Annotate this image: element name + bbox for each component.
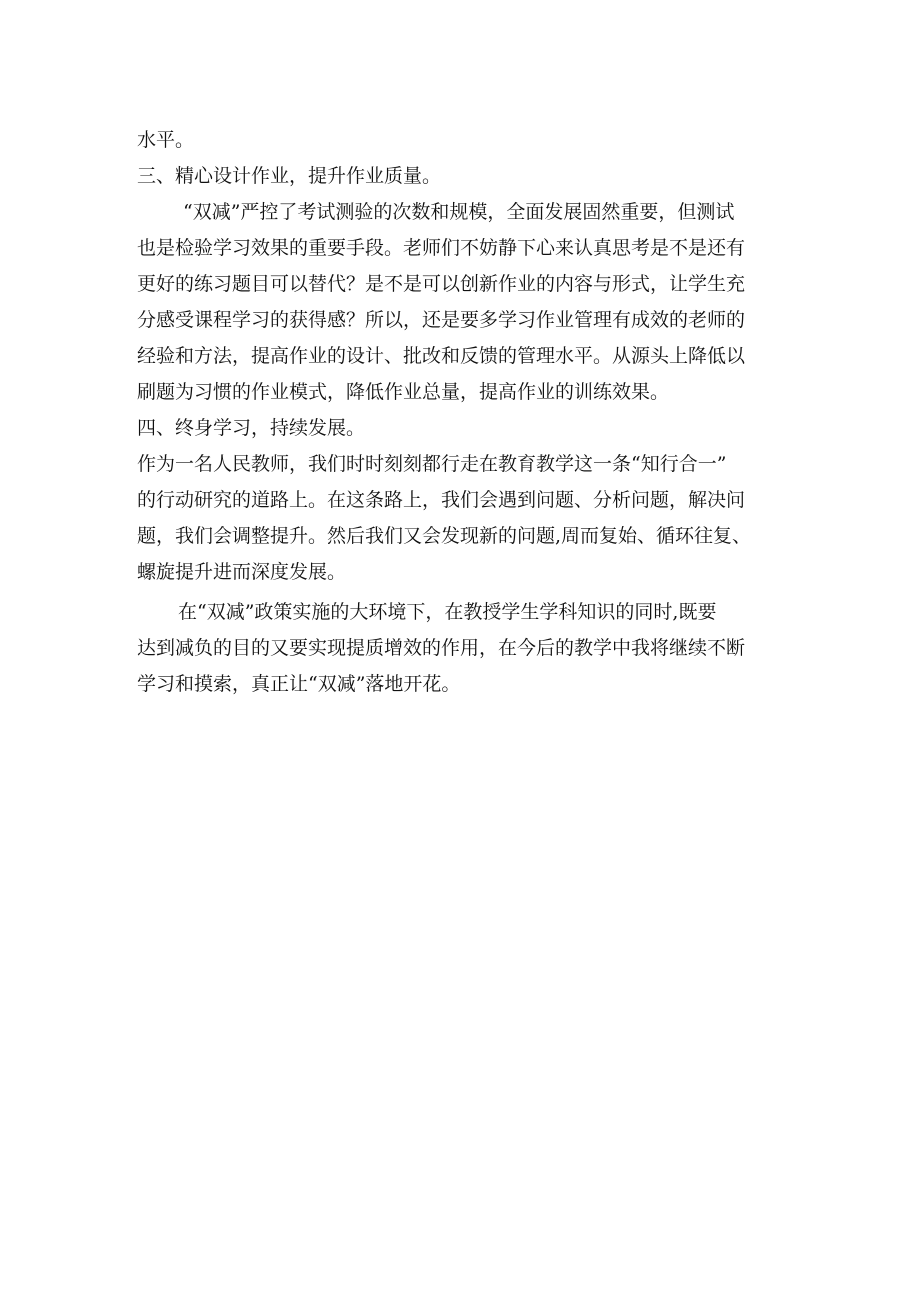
section-heading: 三、精心设计作业，提升作业质量。 bbox=[137, 165, 442, 187]
text-line: 学习和摸索，真正让“双减”落地开花。 bbox=[137, 673, 461, 695]
text-line: 经验和方法，提高作业的设计、批改和反馈的管理水平。从源头上降低以 bbox=[137, 345, 746, 367]
text-line: 更好的练习题目可以替代？是不是可以创新作业的内容与形式，让学生充 bbox=[137, 273, 746, 295]
text-line: 题，我们会调整提升。然后我们又会发现新的问题,周而复始、循环往复、 bbox=[137, 525, 752, 547]
text-line: 达到减负的目的又要实现提质增效的作用，在今后的教学中我将继续不断 bbox=[137, 637, 746, 659]
text-line: 刷题为习惯的作业模式，降低作业总量，提高作业的训练效果。 bbox=[137, 381, 670, 403]
text-line: 水平。 bbox=[137, 129, 195, 151]
text-line: 作为一名人民教师，我们时时刻刻都行走在教育教学这一条“知行合一” bbox=[137, 453, 727, 475]
section-heading: 四、终身学习，持续发展。 bbox=[137, 417, 366, 439]
text-line: “双减”严控了考试测验的次数和规模，全面发展固然重要，但测试 bbox=[183, 201, 735, 223]
text-line: 螺旋提升进而深度发展。 bbox=[137, 561, 347, 583]
document-body bbox=[137, 122, 797, 702]
text-line: 在“双减”政策实施的大环境下，在教授学生学科知识的同时,既要 bbox=[178, 601, 717, 623]
text-line: 的行动研究的道路上。在这条路上，我们会遇到问题、分析问题，解决问 bbox=[137, 489, 746, 511]
text-line: 也是检验学习效果的重要手段。老师们不妨静下心来认真思考是不是还有 bbox=[137, 237, 746, 259]
text-line: 分感受课程学习的获得感？所以，还是要多学习作业管理有成效的老师的 bbox=[137, 309, 746, 331]
